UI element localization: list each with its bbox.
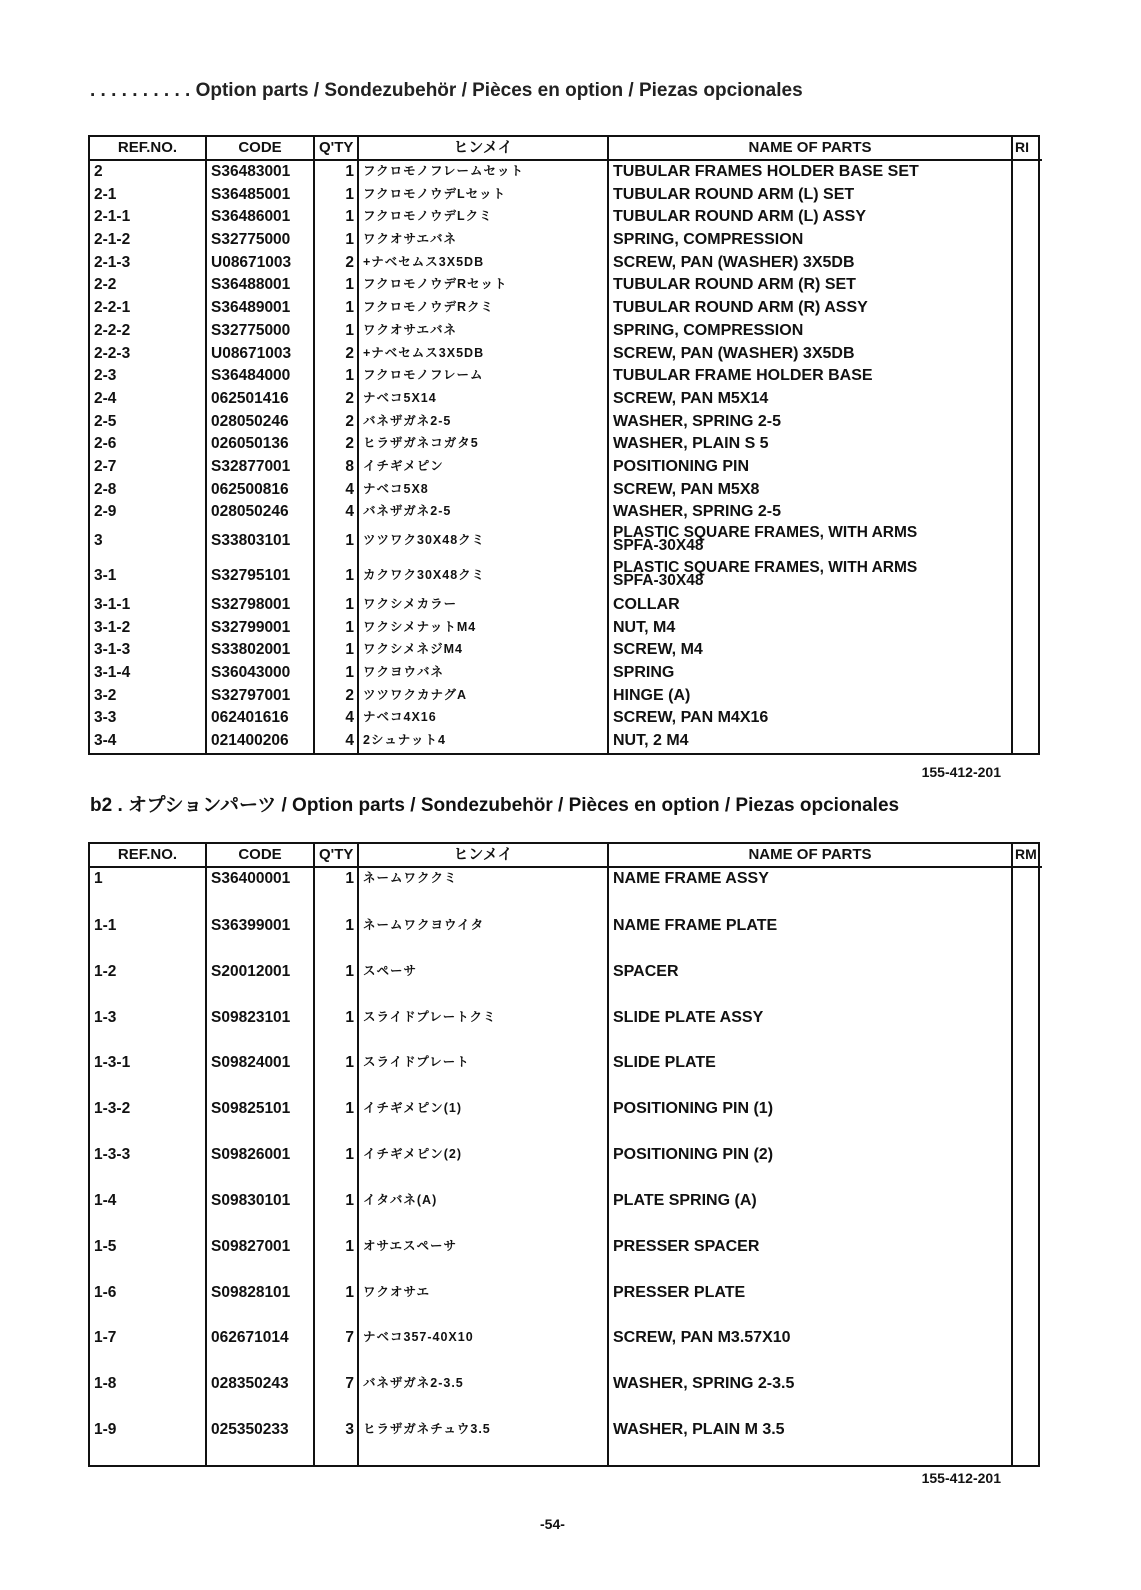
qty-cell: 2: [314, 411, 358, 434]
ref-cell: 2-2-3: [94, 344, 131, 362]
col-rm: RI: [1012, 137, 1042, 160]
rm-cell: [1012, 252, 1042, 275]
name-cell: PRESSER SPACER: [608, 1236, 1012, 1282]
rm-cell: [1012, 1419, 1042, 1465]
table-row: [90, 479, 1042, 502]
qty-cell: 3: [314, 1419, 358, 1465]
rm-cell: [1012, 1052, 1042, 1098]
ref-cell: 1-1: [94, 916, 117, 934]
code-cell: S32797001: [206, 685, 314, 708]
table-row: [90, 252, 1042, 275]
table-row: [90, 617, 1042, 640]
table-row: [90, 160, 1042, 184]
col-code: CODE: [206, 844, 314, 867]
qty-cell: 4: [314, 730, 358, 753]
kana-cell: バネザガネ2-3.5: [358, 1373, 608, 1419]
qty-cell: 1: [314, 1052, 358, 1098]
kana-cell: フクロモノウデLセット: [358, 184, 608, 207]
name-cell: SCREW, PAN (WASHER) 3X5DB: [608, 343, 1012, 366]
table-row: [90, 1144, 1042, 1190]
qty-cell: 4: [314, 479, 358, 502]
name-cell: SPRING, COMPRESSION: [608, 320, 1012, 343]
ref-cell: 3-1-2: [94, 618, 131, 636]
kana-cell: ナベコ5X8: [358, 479, 608, 502]
name-cell: PLATE SPRING (A): [608, 1190, 1012, 1236]
table-row: [90, 1419, 1042, 1465]
table-row: [90, 320, 1042, 343]
name-cell: TUBULAR ROUND ARM (R) ASSY: [608, 297, 1012, 320]
code-cell: S09826001: [206, 1144, 314, 1190]
rm-cell: [1012, 274, 1042, 297]
rm-cell: [1012, 1373, 1042, 1419]
ref-cell: 3-1-1: [94, 596, 131, 614]
kana-cell: ナベコ5X14: [358, 388, 608, 411]
table-row: [90, 524, 1042, 559]
code-cell: S32775000: [206, 320, 314, 343]
rm-cell: [1012, 1282, 1042, 1328]
qty-cell: 1: [314, 594, 358, 617]
kana-cell: イチギメピン: [358, 456, 608, 479]
qty-cell: 1: [314, 1007, 358, 1053]
col-rm: RM: [1012, 844, 1042, 867]
kana-cell: イチギメピン(1): [358, 1098, 608, 1144]
code-cell: 062501416: [206, 388, 314, 411]
name-cell: TUBULAR FRAME HOLDER BASE: [608, 365, 1012, 388]
page-number: -54-: [540, 1516, 565, 1532]
ref-cell: 1-2: [94, 962, 117, 980]
table-row: [90, 501, 1042, 524]
rm-cell: [1012, 365, 1042, 388]
qty-cell: 1: [314, 617, 358, 640]
name-cell: POSITIONING PIN (2): [608, 1144, 1012, 1190]
kana-cell: スライドプレートクミ: [358, 1007, 608, 1053]
code-cell: 062500816: [206, 479, 314, 502]
qty-cell: 1: [314, 160, 358, 184]
ref-cell: 1-4: [94, 1191, 117, 1209]
table-row: [90, 274, 1042, 297]
rm-cell: [1012, 501, 1042, 524]
rm-cell: [1012, 559, 1042, 594]
table-row: [90, 1236, 1042, 1282]
code-cell: 026050136: [206, 433, 314, 456]
kana-cell: ツツワク30X48クミ: [358, 524, 608, 559]
ref-cell: 3: [94, 532, 103, 550]
code-cell: 062401616: [206, 707, 314, 730]
name-cell: SCREW, PAN M3.57X10: [608, 1327, 1012, 1373]
rm-cell: [1012, 1236, 1042, 1282]
code-cell: S32877001: [206, 456, 314, 479]
kana-cell: イチギメピン(2): [358, 1144, 608, 1190]
name-cell: WASHER, PLAIN M 3.5: [608, 1419, 1012, 1465]
kana-cell: フクロモノフレームセット: [358, 160, 608, 184]
name-cell: TUBULAR FRAMES HOLDER BASE SET: [608, 160, 1012, 184]
table-row: [90, 594, 1042, 617]
qty-cell: 1: [314, 1190, 358, 1236]
col-kana: ヒンメイ: [358, 137, 608, 160]
ref-cell: 1-7: [94, 1329, 117, 1347]
kana-cell: ワクオサエバネ: [358, 229, 608, 252]
rm-cell: [1012, 594, 1042, 617]
qty-cell: 1: [314, 1236, 358, 1282]
table-header: [90, 137, 1042, 160]
qty-cell: 1: [314, 662, 358, 685]
kana-cell: ワクヨウバネ: [358, 662, 608, 685]
name-line-2: SPFA-30X48: [613, 537, 704, 555]
kana-cell: ネームワククミ: [358, 867, 608, 915]
rm-cell: [1012, 961, 1042, 1007]
qty-cell: 1: [314, 1282, 358, 1328]
kana-cell: ヒラザガネチュウ3.5: [358, 1419, 608, 1465]
kana-cell: バネザガネ2-5: [358, 411, 608, 434]
table-row: [90, 411, 1042, 434]
table-row: [90, 1190, 1042, 1236]
qty-cell: 1: [314, 184, 358, 207]
name-cell: TUBULAR ROUND ARM (L) ASSY: [608, 206, 1012, 229]
page-ref-bottom: 155-412-201: [921, 1470, 1001, 1486]
rm-cell: [1012, 915, 1042, 961]
table-row: [90, 1098, 1042, 1144]
table-row: [90, 662, 1042, 685]
table-row: [90, 365, 1042, 388]
rm-cell: [1012, 1144, 1042, 1190]
name-cell: SCREW, PAN M5X8: [608, 479, 1012, 502]
table-row: [90, 915, 1042, 961]
ref-cell: 1-3-1: [94, 1054, 131, 1072]
rm-cell: [1012, 456, 1042, 479]
code-cell: S32798001: [206, 594, 314, 617]
code-cell: S36400001: [206, 867, 314, 915]
table-row: [90, 961, 1042, 1007]
name-cell: WASHER, SPRING 2-5: [608, 501, 1012, 524]
ref-cell: 1: [94, 870, 103, 887]
name-cell: COLLAR: [608, 594, 1012, 617]
table-row: [90, 867, 1042, 915]
code-cell: S09828101: [206, 1282, 314, 1328]
ref-cell: 2-1: [94, 185, 117, 203]
rm-cell: [1012, 1190, 1042, 1236]
table-row: [90, 1373, 1042, 1419]
ref-cell: 1-8: [94, 1375, 117, 1393]
table-row: [90, 1007, 1042, 1053]
kana-cell: ヒラザガネコガタ5: [358, 433, 608, 456]
ref-cell: 1-3-3: [94, 1146, 131, 1164]
name-line-1: PLASTIC SQUARE FRAMES, WITH ARMS: [613, 559, 918, 577]
code-cell: 021400206: [206, 730, 314, 753]
name-cell: NAME FRAME PLATE: [608, 915, 1012, 961]
kana-cell: ワクシメナットM4: [358, 617, 608, 640]
rm-cell: [1012, 343, 1042, 366]
ref-cell: 2-9: [94, 503, 117, 521]
rm-cell: [1012, 867, 1042, 915]
kana-cell: フクロモノウデRクミ: [358, 297, 608, 320]
name-cell: WASHER, SPRING 2-5: [608, 411, 1012, 434]
code-cell: U08671003: [206, 252, 314, 275]
ref-cell: 1-5: [94, 1237, 117, 1255]
qty-cell: 1: [314, 206, 358, 229]
ref-cell: 1-9: [94, 1421, 117, 1439]
kana-cell: イタバネ(A): [358, 1190, 608, 1236]
rm-cell: [1012, 730, 1042, 753]
ref-cell: 3-4: [94, 732, 117, 750]
col-code: CODE: [206, 137, 314, 160]
qty-cell: 2: [314, 433, 358, 456]
col-name: NAME OF PARTS: [608, 844, 1012, 867]
qty-cell: 2: [314, 388, 358, 411]
code-cell: S36485001: [206, 184, 314, 207]
qty-cell: 1: [314, 320, 358, 343]
kana-cell: フクロモノウデRセット: [358, 274, 608, 297]
table-row: [90, 639, 1042, 662]
col-ref: REF.NO.: [90, 844, 206, 867]
code-cell: S33803101: [206, 524, 314, 559]
name-cell: SLIDE PLATE: [608, 1052, 1012, 1098]
code-cell: 028350243: [206, 1373, 314, 1419]
col-ref: REF.NO.: [90, 137, 206, 160]
table-row: [90, 730, 1042, 753]
qty-cell: 1: [314, 867, 358, 915]
code-cell: S09823101: [206, 1007, 314, 1053]
parts-table-top: [88, 135, 1040, 755]
kana-cell: ナベコ357-40X10: [358, 1327, 608, 1373]
rm-cell: [1012, 639, 1042, 662]
name-cell: SCREW, PAN M5X14: [608, 388, 1012, 411]
rm-cell: [1012, 433, 1042, 456]
table-row: [90, 343, 1042, 366]
ref-cell: 2-5: [94, 412, 117, 430]
qty-cell: 1: [314, 961, 358, 1007]
code-cell: 025350233: [206, 1419, 314, 1465]
table-row: [90, 707, 1042, 730]
name-cell: POSITIONING PIN (1): [608, 1098, 1012, 1144]
table-row: [90, 229, 1042, 252]
page-ref-top: 155-412-201: [921, 764, 1001, 780]
table-row: [90, 685, 1042, 708]
rm-cell: [1012, 1327, 1042, 1373]
ref-cell: 2-1-1: [94, 208, 131, 226]
section-title-bottom: b2 . オプションパーツ / Option parts / Sondezubehör / Pièces en option / Piezas opcionales: [90, 795, 900, 816]
qty-cell: 1: [314, 1098, 358, 1144]
table-row: [90, 184, 1042, 207]
qty-cell: 4: [314, 707, 358, 730]
rm-cell: [1012, 707, 1042, 730]
rm-cell: [1012, 685, 1042, 708]
kana-cell: 2シュナット4: [358, 730, 608, 753]
table-row: [90, 456, 1042, 479]
rm-cell: [1012, 160, 1042, 184]
qty-cell: 1: [314, 524, 358, 559]
ref-cell: 2-8: [94, 480, 117, 498]
rm-cell: [1012, 1007, 1042, 1053]
name-cell: SPACER: [608, 961, 1012, 1007]
name-cell: SCREW, PAN (WASHER) 3X5DB: [608, 252, 1012, 275]
table-row: [90, 206, 1042, 229]
code-cell: S32775000: [206, 229, 314, 252]
col-kana: ヒンメイ: [358, 844, 608, 867]
name-cell: POSITIONING PIN: [608, 456, 1012, 479]
code-cell: S36486001: [206, 206, 314, 229]
table-row: [90, 1052, 1042, 1098]
name-cell: NUT, 2 M4: [608, 730, 1012, 753]
qty-cell: 2: [314, 343, 358, 366]
code-cell: S36489001: [206, 297, 314, 320]
qty-cell: 4: [314, 501, 358, 524]
kana-cell: ワクシメカラー: [358, 594, 608, 617]
ref-cell: 1-6: [94, 1283, 117, 1301]
code-cell: S09825101: [206, 1098, 314, 1144]
col-qty: Q'TY: [314, 844, 358, 867]
rm-cell: [1012, 206, 1042, 229]
kana-cell: スペーサ: [358, 961, 608, 1007]
code-cell: S33802001: [206, 639, 314, 662]
code-cell: 028050246: [206, 411, 314, 434]
ref-cell: 1-3-2: [94, 1100, 131, 1118]
section-title-top: . . . . . . . . . . Option parts / Sondezubehör / Pièces en option / Piezas opcionales: [90, 80, 803, 101]
ref-cell: 3-3: [94, 709, 117, 727]
ref-cell: 2-2-2: [94, 321, 131, 339]
rm-cell: [1012, 524, 1042, 559]
code-cell: S36399001: [206, 915, 314, 961]
rm-cell: [1012, 229, 1042, 252]
name-cell: HINGE (A): [608, 685, 1012, 708]
name-cell: SLIDE PLATE ASSY: [608, 1007, 1012, 1053]
code-cell: S09824001: [206, 1052, 314, 1098]
code-cell: 062671014: [206, 1327, 314, 1373]
rm-cell: [1012, 320, 1042, 343]
name-cell: [608, 524, 1012, 559]
name-cell: [608, 559, 1012, 594]
rm-cell: [1012, 662, 1042, 685]
qty-cell: 1: [314, 365, 358, 388]
qty-cell: 1: [314, 1144, 358, 1190]
qty-cell: 8: [314, 456, 358, 479]
table-row: [90, 1327, 1042, 1373]
code-cell: 028050246: [206, 501, 314, 524]
name-cell: NUT, M4: [608, 617, 1012, 640]
ref-cell: 2-1-3: [94, 253, 131, 271]
kana-cell: +ナベセムス3X5DB: [358, 343, 608, 366]
ref-cell: 2-7: [94, 457, 117, 475]
table-row: [90, 297, 1042, 320]
qty-cell: 1: [314, 639, 358, 662]
qty-cell: 7: [314, 1373, 358, 1419]
rm-cell: [1012, 297, 1042, 320]
kana-cell: +ナベセムス3X5DB: [358, 252, 608, 275]
name-cell: SPRING: [608, 662, 1012, 685]
ref-cell: 2-4: [94, 389, 117, 407]
ref-cell: 2-2-1: [94, 299, 131, 317]
kana-cell: ツツワクカナグA: [358, 685, 608, 708]
code-cell: U08671003: [206, 343, 314, 366]
col-qty: Q'TY: [314, 137, 358, 160]
name-line-2: SPFA-30X48: [613, 572, 704, 590]
ref-cell: 3-1: [94, 567, 117, 585]
rm-cell: [1012, 479, 1042, 502]
qty-cell: 7: [314, 1327, 358, 1373]
name-cell: TUBULAR ROUND ARM (R) SET: [608, 274, 1012, 297]
name-cell: WASHER, SPRING 2-3.5: [608, 1373, 1012, 1419]
name-line-1: PLASTIC SQUARE FRAMES, WITH ARMS: [613, 524, 918, 542]
ref-cell: 3-1-3: [94, 641, 131, 659]
kana-cell: フクロモノウデLクミ: [358, 206, 608, 229]
code-cell: S36484000: [206, 365, 314, 388]
qty-cell: 1: [314, 915, 358, 961]
rm-cell: [1012, 184, 1042, 207]
col-name: NAME OF PARTS: [608, 137, 1012, 160]
qty-cell: 2: [314, 685, 358, 708]
code-cell: S36488001: [206, 274, 314, 297]
name-cell: TUBULAR ROUND ARM (L) SET: [608, 184, 1012, 207]
kana-cell: バネザガネ2-5: [358, 501, 608, 524]
table-row: [90, 559, 1042, 594]
name-cell: SPRING, COMPRESSION: [608, 229, 1012, 252]
rm-cell: [1012, 1098, 1042, 1144]
ref-cell: 2-2: [94, 276, 117, 294]
rm-cell: [1012, 617, 1042, 640]
code-cell: S32795101: [206, 559, 314, 594]
kana-cell: ワクオサエバネ: [358, 320, 608, 343]
code-cell: S09830101: [206, 1190, 314, 1236]
name-cell: PRESSER PLATE: [608, 1282, 1012, 1328]
code-cell: S20012001: [206, 961, 314, 1007]
ref-cell: 2-3: [94, 367, 117, 385]
kana-cell: ワクシメネジM4: [358, 639, 608, 662]
qty-cell: 1: [314, 297, 358, 320]
kana-cell: スライドプレート: [358, 1052, 608, 1098]
ref-cell: 2-1-2: [94, 231, 131, 249]
qty-cell: 1: [314, 229, 358, 252]
table-row: [90, 1282, 1042, 1328]
rm-cell: [1012, 411, 1042, 434]
qty-cell: 1: [314, 559, 358, 594]
code-cell: S32799001: [206, 617, 314, 640]
code-cell: S09827001: [206, 1236, 314, 1282]
kana-cell: フクロモノフレーム: [358, 365, 608, 388]
ref-cell: 3-2: [94, 686, 117, 704]
code-cell: S36483001: [206, 160, 314, 184]
name-cell: NAME FRAME ASSY: [608, 867, 1012, 915]
table-row: [90, 388, 1042, 411]
rm-cell: [1012, 388, 1042, 411]
kana-cell: ナベコ4X16: [358, 707, 608, 730]
table-row: [90, 433, 1042, 456]
table-header: [90, 844, 1042, 867]
ref-cell: 3-1-4: [94, 664, 131, 682]
kana-cell: カクワク30X48クミ: [358, 559, 608, 594]
name-cell: WASHER, PLAIN S 5: [608, 433, 1012, 456]
name-cell: SCREW, M4: [608, 639, 1012, 662]
parts-table-bottom: [88, 842, 1040, 1467]
ref-cell: 1-3: [94, 1008, 117, 1026]
ref-cell: 2: [94, 163, 103, 180]
kana-cell: ワクオサエ: [358, 1282, 608, 1328]
qty-cell: 1: [314, 274, 358, 297]
kana-cell: オサエスペーサ: [358, 1236, 608, 1282]
qty-cell: 2: [314, 252, 358, 275]
ref-cell: 2-6: [94, 435, 117, 453]
code-cell: S36043000: [206, 662, 314, 685]
kana-cell: ネームワクヨウイタ: [358, 915, 608, 961]
name-cell: SCREW, PAN M4X16: [608, 707, 1012, 730]
